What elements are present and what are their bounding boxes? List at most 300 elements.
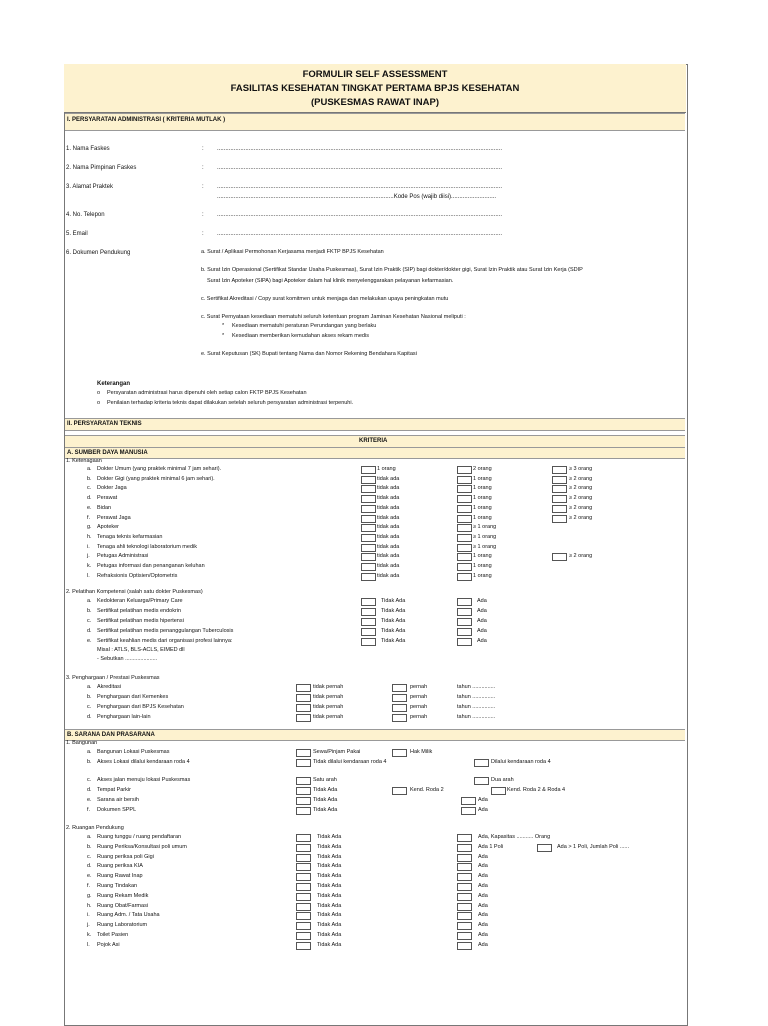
- pelatihan-checkbox[interactable]: [361, 618, 376, 626]
- ketenagaan-checkbox[interactable]: [361, 534, 376, 542]
- ketenagaan-checkbox[interactable]: [457, 466, 472, 474]
- ketenagaan-label: Dokter Gigi (yang praktek minimal 6 jam sehari).: [97, 475, 215, 482]
- option-label: pernah: [410, 714, 428, 720]
- row-letter: c.: [87, 704, 92, 710]
- sarana-band: [65, 729, 685, 741]
- pelatihan-title: 2. Pelatihan Kompetensi (salah satu dokter Puskesmas): [66, 589, 203, 595]
- option-label: tidak pernah: [313, 694, 344, 700]
- pelatihan-label: Sertifikat pelatihan medis hipertensi: [97, 618, 184, 624]
- option-label: Tidak Ada: [381, 628, 406, 634]
- pelatihan-label: Sertifikat pelatihan medis penanggulangan Tuberculosis: [97, 628, 234, 634]
- tahun-input[interactable]: tahun ...............: [457, 684, 496, 690]
- nama-pimpinan-input[interactable]: ...........................................................................................................................................................................: [217, 165, 503, 171]
- row-letter: e.: [87, 873, 92, 880]
- option-label: tidak ada: [377, 553, 400, 560]
- ruangan-label: Toilet Pasien: [97, 932, 129, 938]
- ketenagaan-checkbox[interactable]: [552, 476, 567, 484]
- option-label: 1 orang: [473, 495, 492, 502]
- ketenagaan-checkbox[interactable]: [457, 476, 472, 484]
- option-label: Tidak Ada: [313, 797, 338, 803]
- row-letter: d.: [87, 495, 92, 502]
- option-label: ≥ 1 orang: [473, 533, 497, 540]
- option-label: Ada: [478, 902, 488, 909]
- pelatihan-checkbox[interactable]: [457, 598, 472, 606]
- field-label: 2. Nama Pimpinan Faskes: [66, 165, 137, 171]
- option-label: Kend. Roda 2: [410, 787, 444, 793]
- bangunan-label: Sarana air bersih: [97, 797, 139, 803]
- option-label: Tidak Ada: [317, 912, 342, 919]
- sdm-band: [65, 447, 685, 459]
- tahun-input[interactable]: tahun ...............: [457, 714, 496, 720]
- field-colon: :: [202, 212, 204, 218]
- ruangan-checkbox[interactable]: [457, 873, 472, 881]
- ruangan-label: Ruang Periksa/Konsultasi poli umum: [97, 843, 187, 850]
- ketenagaan-checkbox[interactable]: [361, 476, 376, 484]
- ketenagaan-label: Tenaga ahli teknologi laboratorium medik: [97, 543, 197, 550]
- option-label: 1 orang: [473, 514, 492, 521]
- option-label: pernah: [410, 684, 428, 690]
- note-bullet: o: [97, 400, 101, 406]
- doc-d-1: Kesediaan mematuhi peraturan Perundangan yang berlaku: [232, 323, 377, 329]
- bangunan-label: Bangunan Lokasi Puskesmas: [97, 749, 170, 755]
- option-label: Kend. Roda 2 & Roda 4: [507, 787, 566, 793]
- ruangan-label: Ruang Rawat Inap: [97, 873, 143, 880]
- ruangan-checkbox[interactable]: [296, 942, 311, 950]
- doc-d-2: Kesediaan memberikan kemudahan akses rekam medis: [232, 333, 369, 339]
- ruangan-checkbox[interactable]: [457, 834, 472, 842]
- bangunan-checkbox[interactable]: [392, 749, 407, 757]
- row-letter: h.: [87, 902, 92, 909]
- ketenagaan-label: Perawat Jaga: [97, 514, 131, 521]
- ketenagaan-checkbox[interactable]: [457, 563, 472, 571]
- option-label: 1 orang: [473, 475, 492, 482]
- penghargaan-checkbox[interactable]: [392, 714, 407, 722]
- pelatihan-misal: Misal : ATLS, BLS-ACLS, EIMED dll: [97, 647, 185, 653]
- option-label: Tidak Ada: [317, 902, 342, 909]
- ruangan-label: Ruang Tindakan: [97, 883, 138, 889]
- doc-c: c. Sertifikat Akreditasi / Copy surat komitmen untuk menjaga dan melakukan upaya peningkatan mutu: [201, 296, 449, 302]
- option-label: tidak pernah: [313, 684, 344, 690]
- ruangan-title: 2. Ruangan Pendukung: [66, 825, 124, 831]
- field-label: 1. Nama Faskes: [66, 146, 110, 152]
- option-label: Tidak dilalui kendaraan roda 4: [313, 759, 387, 765]
- ruangan-checkbox[interactable]: [296, 873, 311, 881]
- option-label: Tidak Ada: [317, 873, 342, 880]
- bangunan-checkbox[interactable]: [474, 777, 489, 785]
- doc-a: a. Surat / Aplikasi Permohonan Kerjasama menjadi FKTP BPJS Kesehatan: [201, 249, 384, 255]
- nama-faskes-input[interactable]: ...........................................................................................................................................................................: [217, 146, 503, 152]
- pelatihan-checkbox[interactable]: [457, 618, 472, 626]
- option-label: Ada: [478, 941, 488, 948]
- option-label: ≥ 2 orang: [569, 553, 593, 560]
- pelatihan-checkbox[interactable]: [361, 608, 376, 616]
- ketenagaan-checkbox[interactable]: [361, 553, 376, 561]
- row-letter: c.: [87, 777, 92, 783]
- pelatihan-checkbox[interactable]: [457, 628, 472, 636]
- ketenagaan-checkbox[interactable]: [361, 495, 376, 503]
- option-label: Tidak Ada: [317, 863, 342, 870]
- ketenagaan-checkbox[interactable]: [457, 524, 472, 532]
- option-label: 1 orang: [377, 466, 396, 472]
- option-label: 1 orang: [473, 553, 492, 560]
- option-label: tidak ada: [377, 563, 400, 569]
- ketenagaan-checkbox[interactable]: [361, 505, 376, 513]
- pelatihan-checkbox[interactable]: [361, 598, 376, 606]
- ketenagaan-label: Refraksionis Optisien/Optometris: [97, 572, 178, 579]
- ruangan-checkbox[interactable]: [457, 932, 472, 940]
- option-label: Ada > 1 Poli, Jumlah Poli ......: [557, 843, 629, 850]
- ruangan-label: Ruang periksa poli Gigi: [97, 853, 154, 860]
- bangunan-label: Dokumen SPPL: [97, 807, 137, 813]
- option-label: tidak ada: [377, 543, 400, 550]
- ketenagaan-checkbox[interactable]: [361, 573, 376, 581]
- ketenagaan-title: 1. Ketenagaan: [66, 458, 102, 464]
- row-letter: a.: [87, 834, 92, 840]
- ruangan-checkbox[interactable]: [457, 912, 472, 920]
- ketenagaan-checkbox[interactable]: [361, 524, 376, 532]
- ruangan-label: Pojok Asi: [97, 941, 120, 948]
- option-label: Ada, Kapasitas ........... Orang: [478, 834, 551, 840]
- ruangan-checkbox[interactable]: [296, 932, 311, 940]
- row-letter: j.: [87, 553, 90, 560]
- option-label: tidak ada: [377, 533, 400, 540]
- ruangan-checkbox[interactable]: [296, 912, 311, 920]
- row-letter: f.: [87, 514, 91, 521]
- option-label: Ada: [478, 797, 488, 803]
- ketenagaan-checkbox[interactable]: [552, 495, 567, 503]
- row-letter: d.: [87, 863, 92, 870]
- ketenagaan-checkbox[interactable]: [361, 544, 376, 552]
- option-label: Tidak Ada: [381, 598, 406, 604]
- row-letter: j.: [87, 922, 90, 929]
- ketenagaan-checkbox[interactable]: [552, 505, 567, 513]
- email-input[interactable]: ...........................................................................................................................................................................: [217, 231, 503, 237]
- option-label: Ada: [477, 598, 487, 604]
- option-label: Tidak Ada: [381, 618, 406, 624]
- option-label: 1 orang: [473, 485, 492, 492]
- option-label: Tidak Ada: [317, 883, 342, 889]
- option-label: Ada: [477, 628, 487, 634]
- ketenagaan-checkbox[interactable]: [552, 553, 567, 561]
- bangunan-checkbox[interactable]: [474, 759, 489, 767]
- section-2-band: [65, 418, 685, 431]
- bangunan-label: Akses Lokasi dilalui kendaraan roda 4: [97, 759, 190, 765]
- field-label: 5. Email: [66, 231, 88, 237]
- option-label: Dua arah: [491, 777, 514, 783]
- doc-e: e. Surat Keputusan (SK) Bupati tentang Nama dan Nomor Rekening Bendahara Kapitasi: [201, 351, 417, 357]
- ruangan-checkbox[interactable]: [296, 834, 311, 842]
- ketenagaan-checkbox[interactable]: [457, 544, 472, 552]
- field-colon: :: [202, 231, 204, 237]
- ruangan-label: Ruang Adm. / Tata Usaha: [97, 912, 160, 919]
- penghargaan-checkbox[interactable]: [296, 714, 311, 722]
- option-label: ≥ 2 orang: [569, 495, 593, 502]
- bangunan-checkbox[interactable]: [296, 749, 311, 757]
- option-label: 1 orang: [473, 504, 492, 511]
- option-label: Tidak Ada: [317, 853, 342, 860]
- row-letter: i.: [87, 543, 90, 550]
- option-label: ≥ 1 orang: [473, 524, 497, 531]
- row-letter: l.: [87, 941, 90, 948]
- pelatihan-label: Sertifikat keahlian medis dari organisasi profesi lainnya:: [97, 638, 233, 644]
- tahun-input[interactable]: tahun ...............: [457, 704, 496, 710]
- option-label: Ada: [478, 932, 488, 938]
- penghargaan-title: 3. Penghargaan / Prestasi Puskesmas: [66, 675, 160, 681]
- ketenagaan-checkbox[interactable]: [361, 466, 376, 474]
- row-letter: k.: [87, 932, 92, 938]
- penghargaan-label: Penghargaan dari Kemenkes: [97, 694, 169, 700]
- option-label: Ada: [477, 618, 487, 624]
- bangunan-checkbox[interactable]: [392, 787, 407, 795]
- ruangan-checkbox[interactable]: [296, 903, 311, 911]
- doc-b: b. Surat Izin Operasional (Sertifikat Standar Usaha Puskesmas), Surat Izin Praktik (SIP) bagi dokter/dokter gigi, Surat Izin Praktik atau Surat Izin Kerja (SDIP: [201, 267, 583, 273]
- ruangan-checkbox[interactable]: [457, 844, 472, 852]
- ketenagaan-checkbox[interactable]: [552, 466, 567, 474]
- option-label: Ada: [478, 807, 488, 813]
- option-label: Tidak Ada: [317, 834, 342, 840]
- row-letter: a.: [87, 598, 92, 604]
- ruangan-checkbox[interactable]: [296, 854, 311, 862]
- row-letter: a.: [87, 749, 92, 755]
- star: *: [222, 323, 225, 329]
- option-label: Tidak Ada: [317, 932, 342, 938]
- sdm-title: A. SUMBER DAYA MANUSIA: [67, 450, 148, 456]
- ketenagaan-label: Dokter Jaga: [97, 485, 127, 492]
- bangunan-checkbox[interactable]: [461, 797, 476, 805]
- option-label: Sewa/Pinjam Pakai: [313, 749, 361, 755]
- ruangan-checkbox[interactable]: [457, 903, 472, 911]
- ketenagaan-label: Tenaga teknis kefarmasian: [97, 533, 163, 540]
- penghargaan-checkbox[interactable]: [296, 694, 311, 702]
- option-label: tidak ada: [377, 572, 400, 579]
- option-label: ≥ 2 orang: [569, 514, 593, 521]
- row-letter: k.: [87, 563, 92, 569]
- option-label: ≥ 3 orang: [569, 466, 593, 472]
- ruangan-label: Ruang Obat/Farmasi: [97, 902, 149, 909]
- alamat-input-line2[interactable]: ..........................................................................................................Kode Pos (wajib diisi)...........................: [217, 194, 497, 200]
- bangunan-checkbox[interactable]: [296, 797, 311, 805]
- penghargaan-checkbox[interactable]: [392, 704, 407, 712]
- option-label: Ada 1 Poli: [478, 843, 504, 850]
- ketenagaan-checkbox[interactable]: [552, 485, 567, 493]
- field-colon: :: [202, 165, 204, 171]
- penghargaan-checkbox[interactable]: [392, 684, 407, 692]
- bangunan-label: Tempat Parkir: [97, 787, 131, 793]
- ketenagaan-checkbox[interactable]: [457, 573, 472, 581]
- telepon-input[interactable]: ...........................................................................................................................................................................: [217, 212, 503, 218]
- row-letter: g.: [87, 524, 92, 531]
- option-label: ≥ 1 orang: [473, 543, 497, 550]
- row-letter: b.: [87, 608, 92, 614]
- option-label: ≥ 2 orang: [569, 485, 593, 492]
- row-letter: h.: [87, 533, 92, 540]
- option-label: Ada: [478, 922, 488, 929]
- option-label: 1 orang: [473, 572, 492, 579]
- ketenagaan-checkbox[interactable]: [457, 515, 472, 523]
- ruangan-checkbox[interactable]: [296, 893, 311, 901]
- penghargaan-checkbox[interactable]: [392, 694, 407, 702]
- form-subtitle-type: (PUSKESMAS RAWAT INAP): [310, 97, 440, 108]
- row-letter: d.: [87, 628, 92, 634]
- option-label: Tidak Ada: [381, 608, 406, 614]
- row-letter: e.: [87, 797, 92, 803]
- field-colon: :: [202, 146, 204, 152]
- option-label: Tidak Ada: [381, 638, 406, 644]
- alamat-input[interactable]: ...........................................................................................................................................................................: [217, 184, 503, 190]
- ruangan-checkbox[interactable]: [296, 844, 311, 852]
- section-2-title: II. PERSYARATAN TEKNIS: [67, 421, 142, 427]
- ketenagaan-label: Petugas Administrasi: [97, 553, 149, 560]
- option-label: Tidak Ada: [317, 941, 342, 948]
- ruangan-checkbox[interactable]: [296, 922, 311, 930]
- option-label: 2 orang: [473, 466, 492, 472]
- ketenagaan-checkbox[interactable]: [457, 485, 472, 493]
- option-label: Tidak Ada: [313, 787, 338, 793]
- row-letter: b.: [87, 843, 92, 850]
- note-bullet: o: [97, 390, 101, 396]
- ruangan-checkbox[interactable]: [457, 893, 472, 901]
- row-letter: b.: [87, 475, 92, 482]
- row-letter: c.: [87, 485, 92, 492]
- ketenagaan-checkbox[interactable]: [457, 495, 472, 503]
- docs-label: 6. Dokumen Pendukung: [66, 250, 131, 256]
- option-label: Tidak Ada: [313, 807, 338, 813]
- penghargaan-label: Penghargaan lain-lain: [97, 714, 151, 720]
- pelatihan-checkbox[interactable]: [457, 608, 472, 616]
- ketenagaan-checkbox[interactable]: [457, 534, 472, 542]
- row-letter: l.: [87, 572, 90, 579]
- option-label: tidak ada: [377, 524, 400, 531]
- doc-b-cont: Surat Izin Apoteker (SIPA) bagi Apoteker dalam hal klinik menyelenggarakan pelayanan kefarmasian.: [207, 278, 454, 284]
- ketenagaan-checkbox[interactable]: [361, 515, 376, 523]
- option-label: Ada: [478, 883, 488, 889]
- ruangan-label: Ruang Laboratorium: [97, 922, 148, 929]
- ruangan-label: Ruang periksa KIA: [97, 863, 143, 870]
- bangunan-checkbox[interactable]: [296, 807, 311, 815]
- bangunan-title: 1. Bangunan: [66, 740, 98, 746]
- pelatihan-label: Kedokteran Keluarga/Primary Care: [97, 598, 183, 604]
- field-colon: :: [202, 184, 204, 190]
- row-letter: f.: [87, 883, 91, 889]
- row-letter: g.: [87, 892, 92, 899]
- bangunan-checkbox[interactable]: [491, 787, 506, 795]
- option-label: tidak pernah: [313, 714, 344, 720]
- row-letter: a.: [87, 466, 92, 472]
- row-letter: f.: [87, 807, 91, 813]
- row-letter: b.: [87, 694, 92, 700]
- section-1-band: [65, 113, 685, 131]
- ruangan-checkbox[interactable]: [457, 942, 472, 950]
- penghargaan-label: Akreditasi: [97, 684, 122, 690]
- option-label: Satu arah: [313, 777, 337, 783]
- ruangan-checkbox[interactable]: [457, 883, 472, 891]
- row-letter: e.: [87, 638, 92, 644]
- ketenagaan-checkbox[interactable]: [361, 485, 376, 493]
- ruangan-checkbox[interactable]: [537, 844, 552, 852]
- option-label: tidak ada: [377, 475, 400, 482]
- ruangan-checkbox[interactable]: [457, 922, 472, 930]
- option-label: 1 orang: [473, 563, 492, 569]
- option-label: Ada: [478, 863, 488, 870]
- option-label: Ada: [477, 608, 487, 614]
- option-label: pernah: [410, 704, 428, 710]
- row-letter: d.: [87, 714, 92, 720]
- form-title: FORMULIR SELF ASSESSMENT: [302, 69, 448, 80]
- tahun-input[interactable]: tahun ...............: [457, 694, 496, 700]
- ketenagaan-checkbox[interactable]: [361, 563, 376, 571]
- bangunan-checkbox[interactable]: [296, 759, 311, 767]
- option-label: Hak Milik: [410, 749, 433, 755]
- note-item: Persyaratan administrasi harus dipenuhi oleh setiap calon FKTP BPJS Kesehatan: [107, 390, 307, 396]
- pelatihan-checkbox[interactable]: [361, 628, 376, 636]
- row-letter: a.: [87, 684, 92, 690]
- section-1-title: I. PERSYARATAN ADMINISTRASI ( KRITERIA MUTLAK ): [67, 117, 226, 123]
- ketenagaan-label: Bidan: [97, 504, 112, 511]
- bangunan-label: Akses jalan menuju lokasi Puskesmas: [97, 777, 191, 783]
- doc-d: c. Surat Pernyataan kesediaan mematuhi seluruh ketentuan program Jaminan Kesehatan Nasional meliputi :: [201, 314, 466, 320]
- bangunan-checkbox[interactable]: [461, 807, 476, 815]
- ruangan-checkbox[interactable]: [296, 883, 311, 891]
- bangunan-checkbox[interactable]: [296, 777, 311, 785]
- penghargaan-label: Penghargaan dari BPJS Kesehatan: [97, 704, 184, 710]
- ketenagaan-label: Perawat: [97, 495, 118, 502]
- option-label: Ada: [478, 912, 488, 919]
- option-label: Ada: [478, 873, 488, 880]
- option-label: tidak ada: [377, 485, 400, 492]
- form-header: [64, 64, 686, 113]
- pelatihan-checkbox[interactable]: [361, 638, 376, 646]
- ruangan-checkbox[interactable]: [457, 854, 472, 862]
- ketenagaan-checkbox[interactable]: [457, 553, 472, 561]
- penghargaan-checkbox[interactable]: [296, 704, 311, 712]
- ketenagaan-label: Apoteker: [97, 524, 120, 531]
- option-label: tidak ada: [377, 504, 400, 511]
- notes-title: Keterangan: [97, 381, 131, 387]
- row-letter: b.: [87, 759, 92, 765]
- row-letter: c.: [87, 853, 92, 860]
- ruangan-label: Ruang Rekam Medik: [97, 892, 149, 899]
- field-label: 3. Alamat Praktek: [66, 184, 114, 190]
- option-label: Tidak Ada: [317, 892, 342, 899]
- field-label: 4. No. Telepon: [66, 212, 105, 218]
- row-letter: e.: [87, 504, 92, 511]
- option-label: Ada: [478, 853, 488, 860]
- form-subtitle: FASILITAS KESEHATAN TINGKAT PERTAMA BPJS KESEHATAN: [230, 83, 520, 94]
- option-label: Tidak Ada: [317, 922, 342, 929]
- ketenagaan-checkbox[interactable]: [552, 515, 567, 523]
- ruangan-label: Ruang tunggu / ruang pendaftaran: [97, 834, 182, 840]
- option-label: Dilalui kendaraan roda 4: [491, 759, 551, 765]
- option-label: ≥ 2 orang: [569, 475, 593, 482]
- penghargaan-checkbox[interactable]: [296, 684, 311, 692]
- pelatihan-sebutkan[interactable]: - Sebutkan .....................: [97, 656, 158, 662]
- star: *: [222, 333, 225, 339]
- ruangan-checkbox[interactable]: [457, 863, 472, 871]
- kriteria-title: KRITERIA: [359, 438, 388, 444]
- option-label: Ada: [478, 892, 488, 899]
- option-label: tidak ada: [377, 514, 400, 521]
- ketenagaan-label: Petugas informasi dan penanganan keluhan: [97, 563, 205, 569]
- ruangan-checkbox[interactable]: [296, 863, 311, 871]
- row-letter: d.: [87, 787, 92, 793]
- sarana-title: B. SARANA DAN PRASARANA: [67, 732, 155, 738]
- option-label: ≥ 2 orang: [569, 504, 593, 511]
- pelatihan-checkbox[interactable]: [457, 638, 472, 646]
- note-item: Penilaian terhadap kriteria teknis dapat dilakukan setelah seluruh persyaratan administrasi terpenuhi.: [107, 400, 354, 406]
- bangunan-checkbox[interactable]: [296, 787, 311, 795]
- ketenagaan-checkbox[interactable]: [457, 505, 472, 513]
- option-label: pernah: [410, 694, 428, 700]
